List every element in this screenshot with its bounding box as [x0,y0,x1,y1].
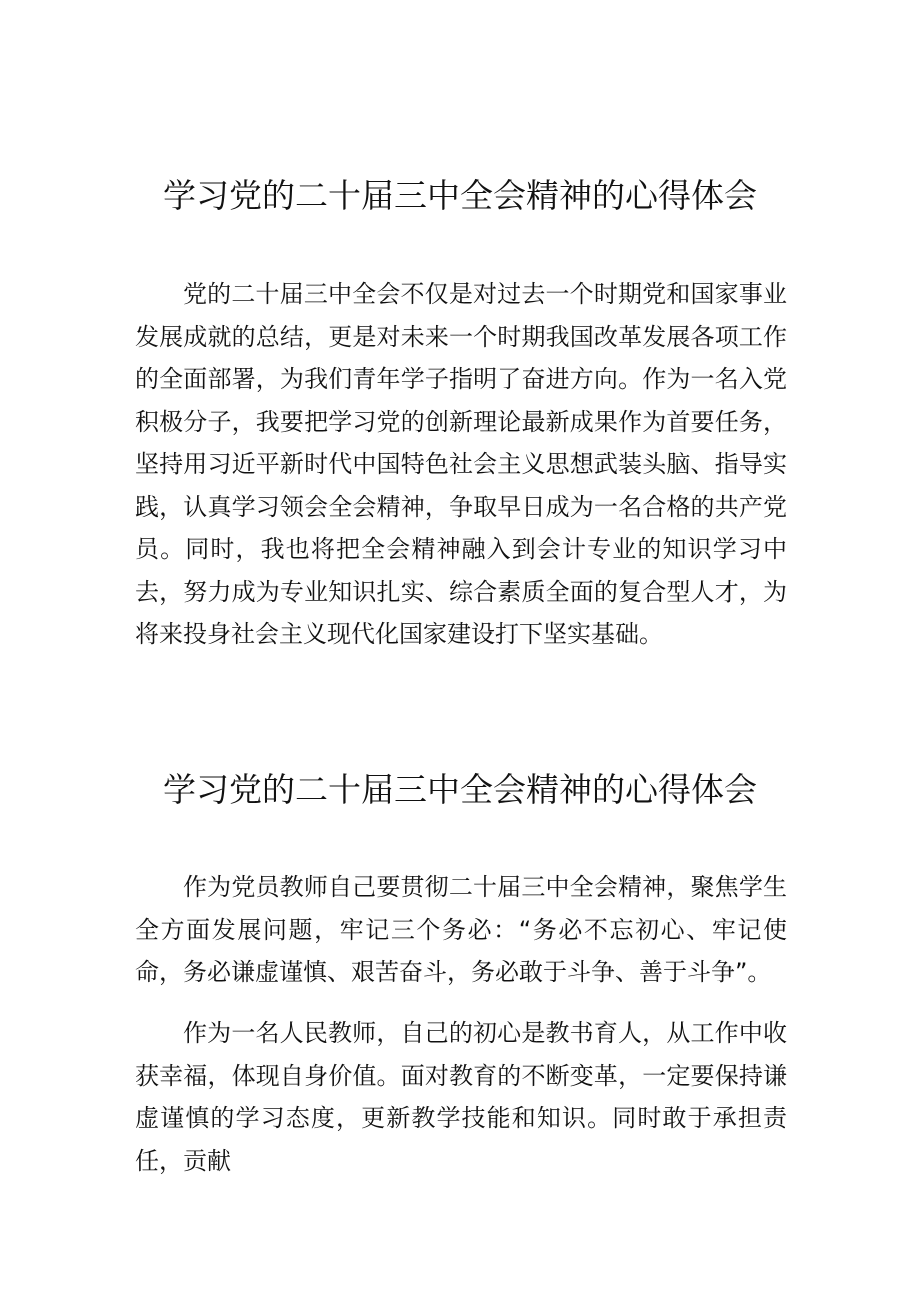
section-2-paragraph-2: 作为一名人民教师，自己的初心是教书育人，从工作中收获幸福，体现自身价值。面对教育的不断变革，一定要保持谦虚谨慎的学习态度，更新教学技能和知识。同时敢于承担责任，贡献 [135,1019,787,1175]
section-2-paragraph-1: 作为党员教师自己要贯彻二十届三中全会精神，聚焦学生全方面发展问题，牢记三个务必：“务必不忘初心、牢记使命，务必谦虚谨慎、艰苦奋斗，务必敢于斗争、善于斗争”。 [135,873,787,986]
section-1-title: 学习党的二十届三中全会精神的心得体会 [163,176,757,215]
section-2-title: 学习党的二十届三中全会精神的心得体会 [163,770,757,809]
section-1-paragraph-1: 党的二十届三中全会不仅是对过去一个时期党和国家事业发展成就的总结，更是对未来一个时期我国改革发展各项工作的全面部署，为我们青年学子指明了奋进方向。作为一名入党积极分子，我要把学习党的创新理论最新成果作为首要任务，坚持用习近平新时代中国特色社会主义思想武装头脑、指导实践，认真学习领会全会精神，争取早日成为一名合格的共产党员。同时，我也将把全会精神融入到会计专业的知识学习中去，努力成为专业知识扎实、综合素质全面的复合型人才，为将来投身社会主义现代化国家建设打下坚实基础。 [135,280,787,648]
